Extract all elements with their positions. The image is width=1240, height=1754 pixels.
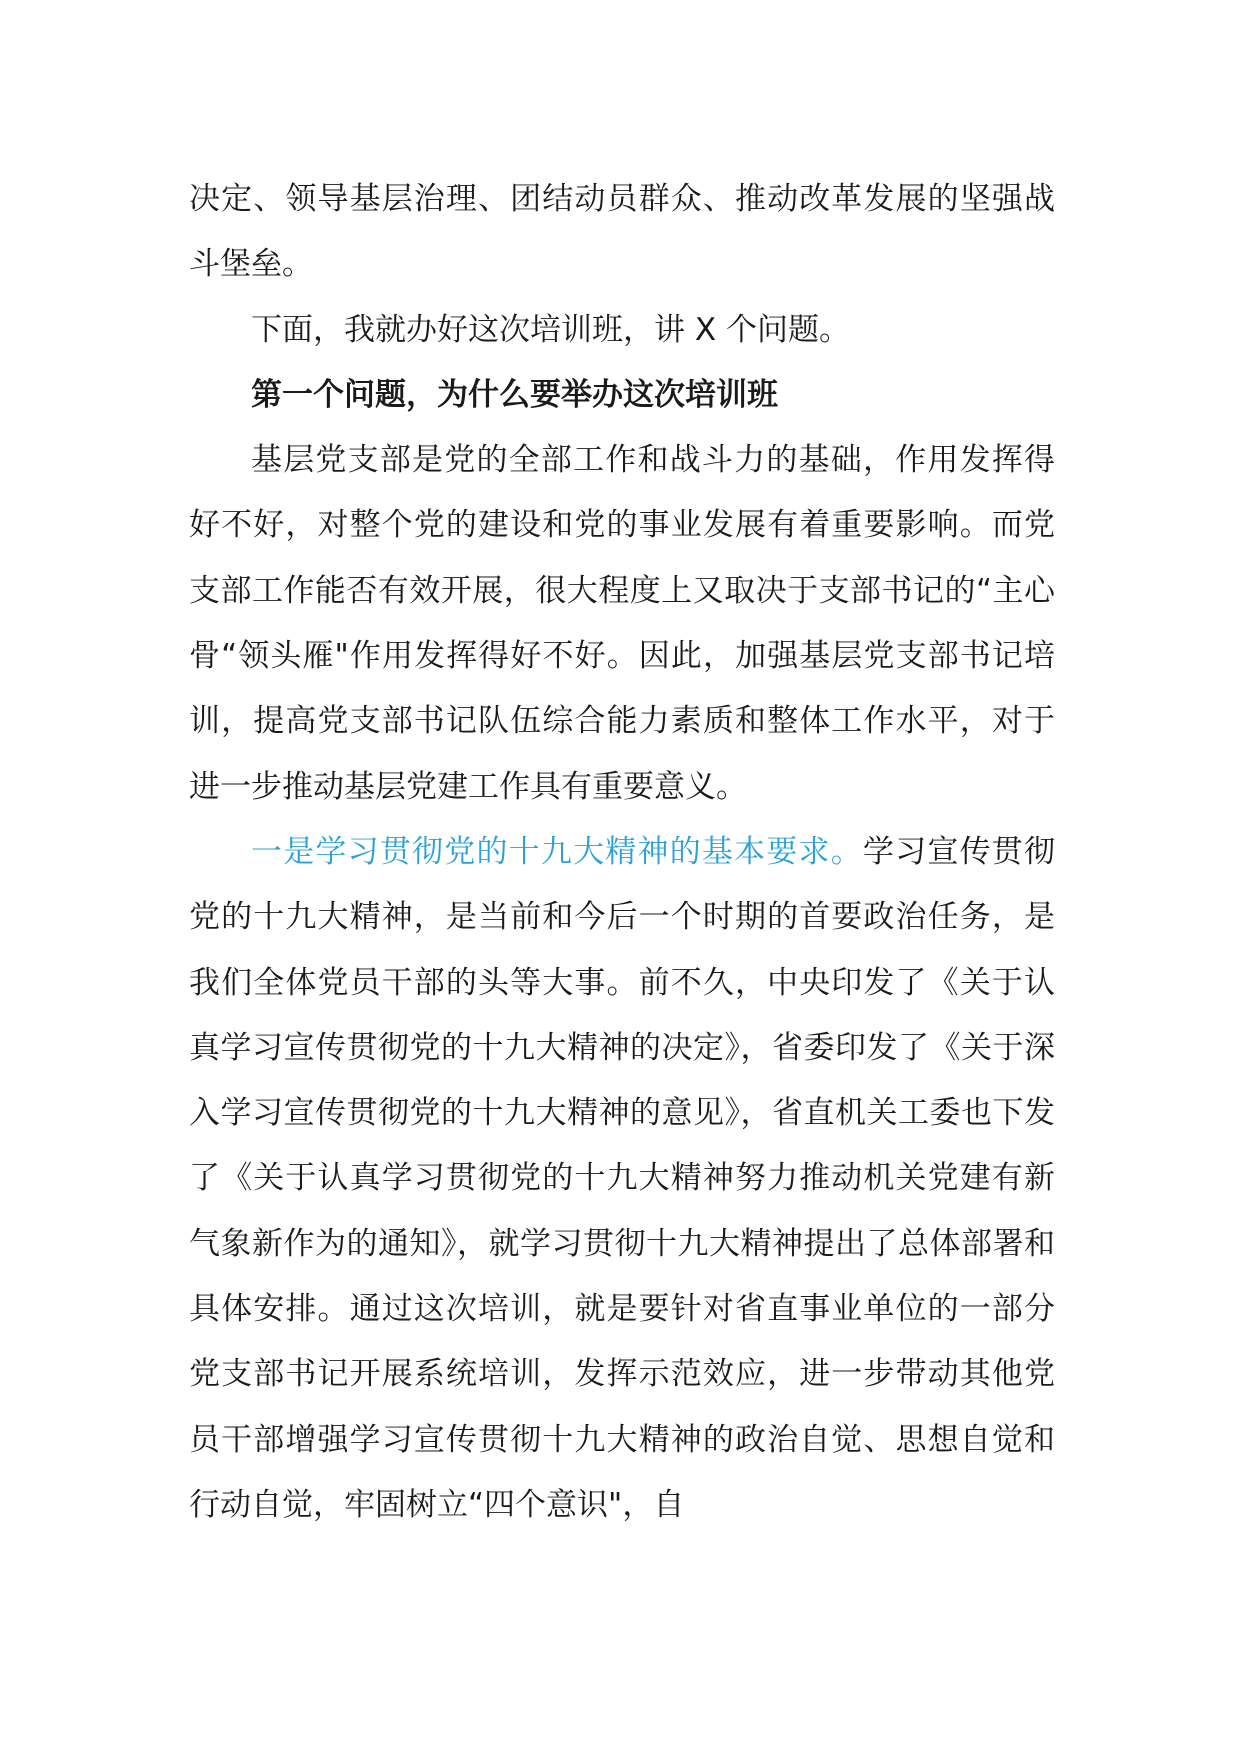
- paragraph-first-point-body: 学习宣传贯彻党的十九大精神，是当前和今后一个时期的首要政治任务，是我们全体党员干部的头等大事。前不久，中央印发了《关于认真学习宣传贯彻党的十九大精神的决定》，省委印发了《关于深入学习宣传贯彻党的十九大精神的意见》，省直机关工委也下发了《关于认真学习贯彻党的十九大精神努力推动机关党建有新气象新作为的通知》，就学习贯彻十九大精神提出了总体部署和具体安排。通过这次培训，就是要针对省直事业单位的一部分党支部书记开展系统培训，发挥示范效应，进一步带动其他党员干部增强学习宣传贯彻十九大精神的政治自觉、思想自觉和行动自觉，牢固树立“四个意识"，自: [189, 833, 1056, 1523]
- paragraph-party-branch: 基层党支部是党的全部工作和战斗力的基础，作用发挥得好不好，对整个党的建设和党的事业发展有着重要影响。而党支部工作能否有效开展，很大程度上又取决于支部书记的“主心骨“领头雁"作用发挥得好不好。因此，加强基层党支部书记培训，提高党支部书记队伍综合能力素质和整体工作水平，对于进一步推动基层党建工作具有重要意义。: [189, 442, 1055, 805]
- section-heading: 第一个问题，为什么要举办这次培训班: [251, 376, 778, 413]
- paragraph-intro: 下面，我就办好这次培训班，讲 X 个问题。: [251, 311, 850, 348]
- document-body: [189, 167, 1055, 1538]
- paragraph-first-point: [189, 820, 1055, 1538]
- paragraph-continuation: 决定、领导基层治理、团结动员群众、推动改革发展的坚强战斗堡垒。: [189, 181, 1055, 283]
- highlighted-point-title: 一是学习贯彻党的十九大精神的基本要求。: [251, 833, 863, 870]
